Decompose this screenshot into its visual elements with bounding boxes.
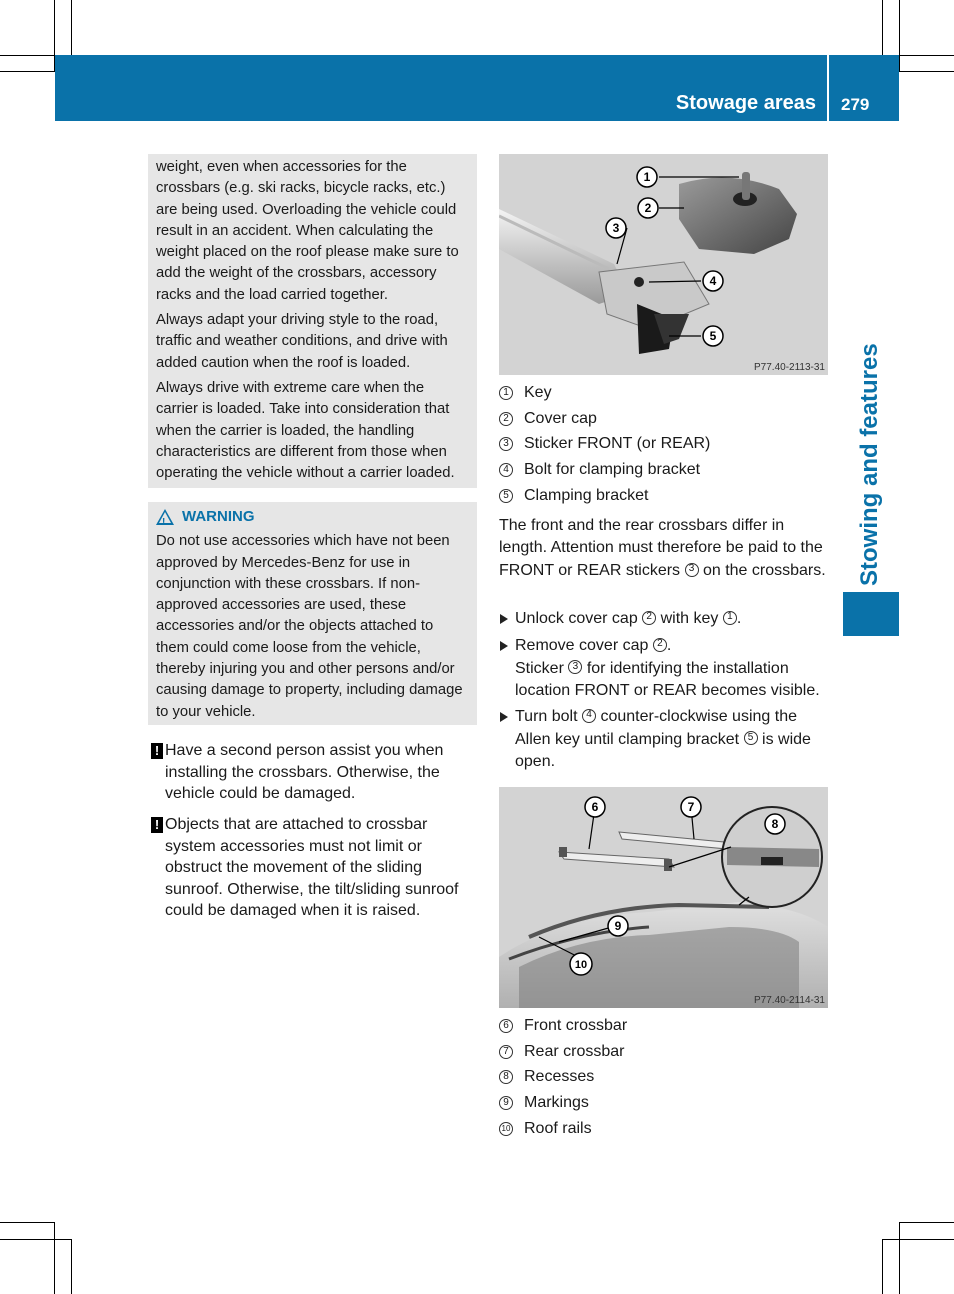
page-header [55, 55, 899, 121]
crop-mark [882, 0, 883, 55]
legend-item [499, 406, 710, 432]
legend-label: Roof rails [524, 1119, 592, 1137]
step-arrow-icon [500, 641, 508, 651]
intro-paragraph [499, 515, 831, 582]
warning-heading [156, 506, 469, 527]
legend-item [499, 1039, 627, 1065]
legend-label: Rear crossbar [524, 1042, 625, 1060]
step-text: Turn bolt [515, 708, 578, 725]
warning-triangle-icon [156, 509, 174, 525]
legend-item [499, 457, 710, 483]
note-item [148, 740, 480, 805]
chapter-tab-marker [843, 592, 899, 636]
header-divider [827, 55, 829, 121]
exclamation-icon: ! [151, 817, 163, 833]
ref-number: 2 [642, 611, 656, 625]
exclamation-icon: ! [151, 743, 163, 759]
ref-number: 2 [653, 638, 667, 652]
legend-number: 1 [499, 386, 513, 400]
legend-item [499, 483, 710, 509]
callout-label: 1 [643, 170, 651, 184]
box-paragraph: Always adapt your driving style to the road, traffic and weather conditions, and drive with added caution when the roof is loaded. [156, 312, 448, 371]
callout-label: 8 [771, 817, 779, 831]
legend-number: 10 [499, 1122, 513, 1136]
figure-code: P77.40-2114-31 [754, 995, 825, 1006]
crop-mark [0, 1239, 72, 1240]
crop-mark [899, 0, 900, 72]
legend-item [499, 380, 710, 406]
legend-number: 2 [499, 412, 513, 426]
crop-mark [54, 1222, 55, 1294]
legend-item [499, 1090, 627, 1116]
step-result-text: for identifying the installation location FRONT or REAR becomes visible. [515, 659, 820, 700]
callout-label: 4 [709, 274, 717, 288]
callout-label: 5 [709, 329, 717, 343]
warning-label: WARNING [182, 508, 255, 525]
callout-label: 3 [612, 221, 620, 235]
crop-mark [899, 1222, 954, 1223]
box-paragraph: Always drive with extreme care when the carrier is loaded. Take into consideration that when the carrier is loaded, the handling characteristics are different from those when operating the vehicle without a carrier loaded. [156, 379, 455, 482]
legend-label: Front crossbar [524, 1017, 628, 1034]
callout-label: 7 [687, 800, 695, 814]
warning-text: Do not use accessories which have not been approved by Mercedes-Benz for use in conjunction with these crossbars. If non-approved accessories are used, these accessories and/or the objects attached to them could come loose from the vehicle, thereby injuring you and other persons and/or causing damage to property, including damage to your vehicle. [156, 533, 463, 720]
section-title: Stowage areas [675, 92, 816, 114]
legend-number: 8 [499, 1070, 513, 1084]
legend-label: Sticker FRONT (or REAR) [524, 435, 711, 453]
crossbar-clamp-illustration [499, 154, 828, 375]
callout-label: 2 [644, 201, 652, 215]
legend-item [499, 1013, 627, 1039]
step-text: Remove cover cap [515, 637, 649, 654]
step-text: counter-clockwise using the Allen key until clamping bracket [515, 708, 797, 748]
ref-number: 3 [685, 563, 699, 577]
chapter-tab-title: Stowing and features [856, 343, 883, 586]
legend-label: Markings [524, 1094, 589, 1112]
legend-label: Bolt for clamping bracket [524, 461, 701, 479]
legend-number: 5 [499, 489, 513, 503]
legend-label: Recesses [524, 1068, 595, 1086]
instruction-step [499, 706, 831, 774]
step-text: . [736, 610, 742, 627]
step-result-text: Sticker [515, 659, 564, 677]
step-text: with key [660, 610, 719, 627]
note-text: Objects that are attached to crossbar system accessories must not limit or obstruct the movement of the sliding sunroof. Otherwise, the tilt/sliding sunroof could be damaged when it is raised. [165, 816, 459, 920]
note-text: Have a second person assist you when installing the crossbars. Otherwise, the vehicle could be damaged. [165, 742, 444, 803]
step-text: is wide open. [515, 730, 811, 771]
crop-mark [71, 0, 72, 55]
legend-figure2 [499, 1013, 627, 1142]
figure-crossbar-clamp [499, 154, 828, 375]
crop-mark [899, 1222, 900, 1294]
figure-roof-crossbars [499, 787, 828, 1008]
roof-crossbars-illustration [499, 787, 828, 1008]
legend-label: Clamping bracket [524, 486, 649, 504]
crop-mark [882, 1239, 883, 1294]
crop-mark [899, 71, 954, 72]
legend-item [499, 1064, 627, 1090]
legend-number: 3 [499, 437, 513, 451]
step-arrow-icon [500, 712, 508, 722]
page-number: 279 [841, 95, 870, 114]
step-arrow-icon [500, 614, 508, 624]
step-text: Unlock cover cap [515, 610, 638, 627]
crop-mark [0, 1222, 55, 1223]
figure-code: P77.40-2113-31 [754, 362, 825, 373]
crop-mark [0, 71, 55, 72]
intro-text: on the crossbars. [702, 561, 826, 579]
callout-label: 10 [574, 959, 588, 971]
crop-mark [71, 1239, 72, 1294]
legend-number: 9 [499, 1096, 513, 1110]
ref-number: 1 [723, 611, 737, 625]
legend-figure1 [499, 380, 710, 509]
legend-label: Key [524, 384, 552, 401]
ref-number: 4 [582, 709, 596, 723]
legend-item [499, 1116, 627, 1142]
callout-label: 9 [614, 919, 622, 933]
box-paragraph: weight, even when accessories for the crossbars (e.g. ski racks, bicycle racks, etc.) are being used. Overloading the vehicle could result in an accident. When calculating the weight placed on the roof please make sure to add the weight of the crossbars, accessory racks and the load carried together. [156, 159, 459, 303]
legend-number: 4 [499, 463, 513, 477]
legend-item [499, 431, 710, 457]
intro-text: The front and the rear crossbars differ in length. Attention must therefore be paid to the FRONT or REAR stickers [499, 517, 823, 579]
instruction-step [499, 608, 831, 631]
note-item [148, 814, 480, 922]
legend-label: Cover cap [524, 409, 597, 427]
continued-warning-box [148, 154, 477, 488]
warning-box [148, 502, 477, 725]
legend-number: 6 [499, 1019, 513, 1033]
ref-number: 5 [744, 731, 758, 745]
step-text: . [666, 637, 672, 654]
legend-number: 7 [499, 1045, 513, 1059]
crop-mark [882, 1239, 954, 1240]
ref-number: 3 [568, 660, 582, 674]
instruction-step [499, 635, 831, 703]
callout-label: 6 [591, 800, 599, 814]
